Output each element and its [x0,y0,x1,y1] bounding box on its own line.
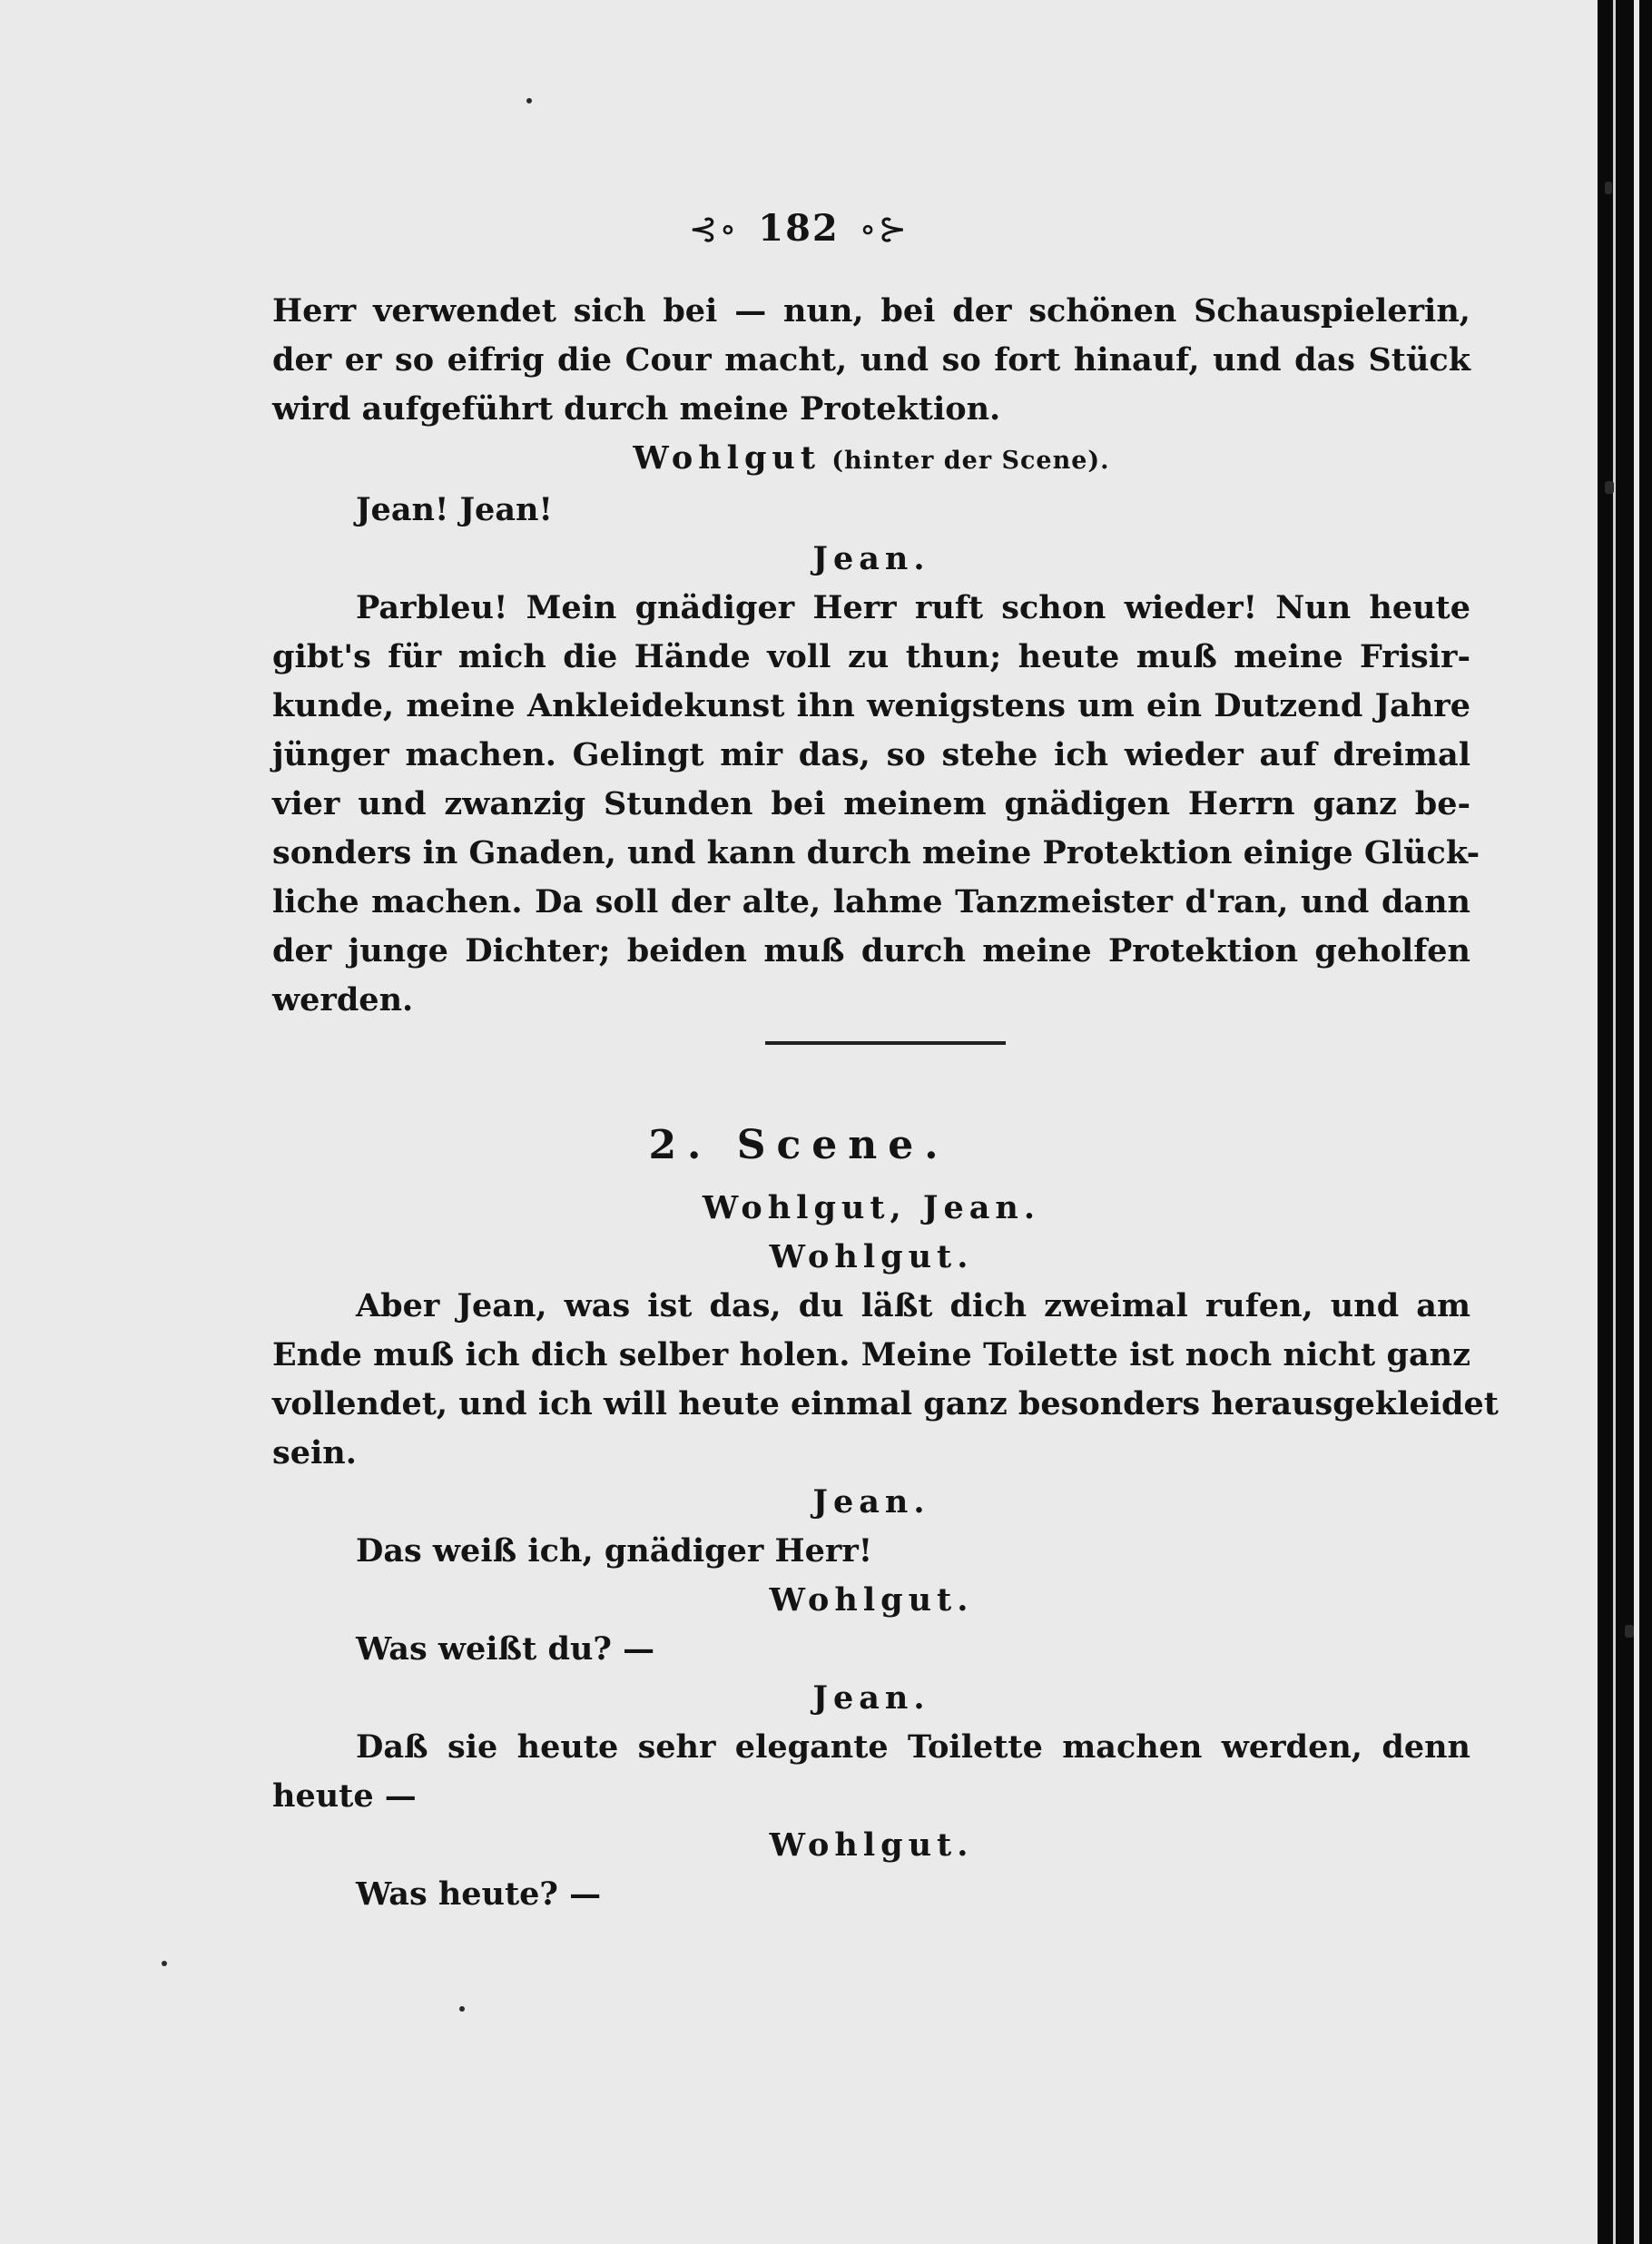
paper-speck [1605,481,1614,494]
speaker-name: Jean. [812,1483,930,1521]
speaker-heading [272,434,1470,486]
stage-direction: (hinter der Scene). [831,447,1110,475]
text-line: der er so eifrig die Cour macht, und so fort hinauf, und das Stück [272,341,1470,379]
ornament-left-icon: ⊰∘ [688,209,739,249]
speaker-name: Wohlgut [633,439,821,477]
page-edge-shadow [1598,0,1652,2244]
paper-speck [1625,1625,1634,1638]
paper-speck [526,98,532,103]
section-divider [765,1041,1006,1045]
page-edge-strip [1634,0,1639,2244]
scene1-text [272,287,1480,1025]
speaker-name: Jean. [812,540,930,577]
page-edge-strip [1613,0,1616,2244]
dialogue-line: Daß sie heute sehr elegante Toilette machen werden, denn [356,1728,1470,1766]
dialogue-line: vier und zwanzig Stunden bei meinem gnädigen Herrn ganz be- [272,785,1470,822]
dialogue-line: sonders in Gnaden, und kann durch meine Protektion einige Glück- [272,834,1480,871]
ornament-right-icon: ∘⊱ [859,209,910,249]
scene2-text [272,1184,1499,1919]
dialogue-line: Das weiß ich, gnädiger Herr! [356,1532,873,1570]
speaker-name: Wohlgut. [769,1826,974,1864]
dialogue-line: Jean! Jean! [356,491,553,528]
paper-speck [162,1961,167,1966]
scene-title: 2. Scene. [648,1122,949,1168]
dialogue-line: heute — [272,1777,417,1815]
dialogue-line: werden. [272,981,414,1019]
dialogue-line: Parbleu! Mein gnädiger Herr ruft schon wieder! Nun heute [356,589,1470,626]
dialogue-line: Aber Jean, was ist das, du läßt dich zweimal rufen, und am [356,1287,1470,1324]
dialogue-line: liche machen. Da soll der alte, lahme Tanzmeister d'ran, und dann [272,883,1470,920]
dialogue-line: sein. [272,1434,357,1471]
dialogue-line: Ende muß ich dich selber holen. Meine Toilette ist noch nicht ganz [272,1336,1470,1373]
dialogue-line: vollendet, und ich will heute einmal ganz besonders herausgekleidet [272,1385,1499,1422]
dialogue-line: der junge Dichter; beiden muß durch meine Protektion geholfen [272,932,1470,969]
speaker-name: Wohlgut. [769,1238,974,1275]
speaker-name: Wohlgut. [769,1581,974,1619]
paper-speck [459,2006,465,2012]
paper-speck [1605,182,1612,194]
dialogue-line: Was weißt du? — [356,1630,655,1668]
dialogue-line: gibt's für mich die Hände voll zu thun; heute muß meine Frisir- [272,638,1470,675]
dialogue-line: kunde, meine Ankleidekunst ihn wenigstens um ein Dutzend Jahre [272,687,1470,724]
speaker-name: Jean. [812,1679,930,1717]
scene-persons: Wohlgut, Jean. [702,1189,1041,1226]
page-number: 182 [758,207,840,250]
dialogue-line: Was heute? — [356,1875,602,1913]
page-header [0,207,1598,250]
text-line: Herr verwendet sich bei — nun, bei der schönen Schauspielerin, [272,292,1470,330]
dialogue-line: jünger machen. Gelingt mir das, so stehe ich wieder auf dreimal [272,736,1470,773]
text-line: wird aufgeführt durch meine Protektion. [272,390,1001,428]
